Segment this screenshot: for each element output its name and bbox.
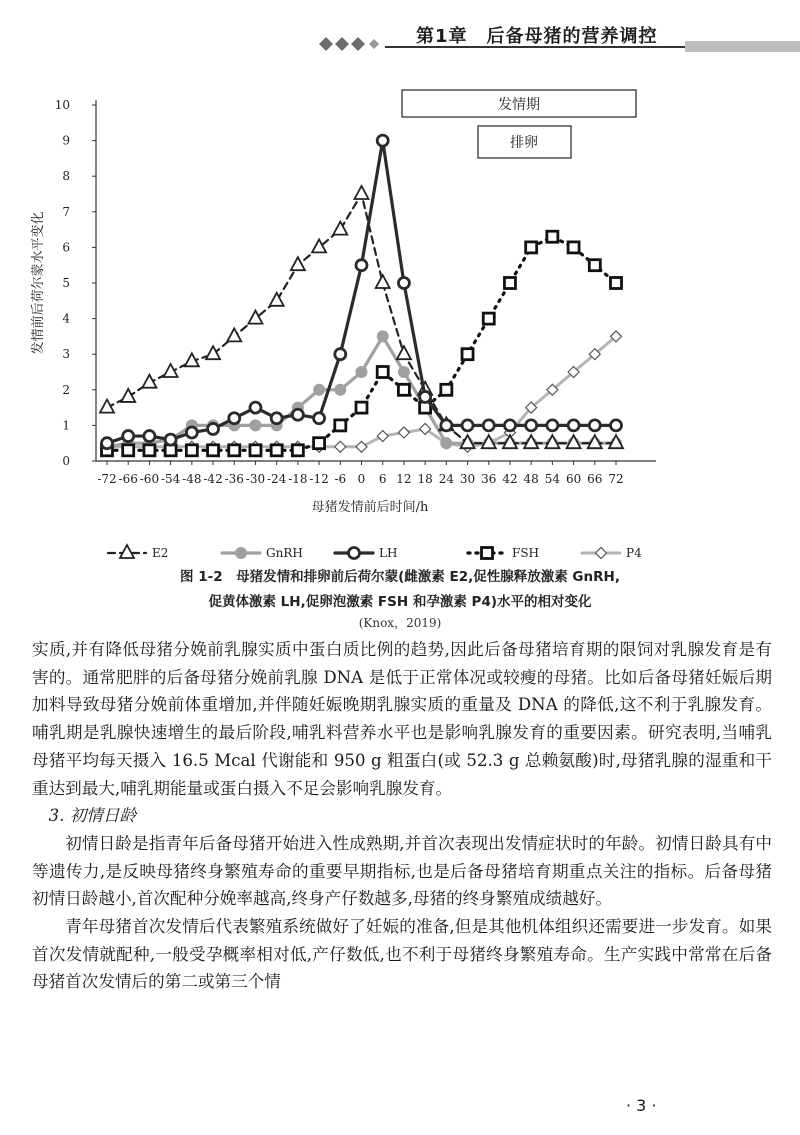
legend-label-p4: P4 (626, 546, 642, 560)
hormone-chart-svg (0, 80, 800, 560)
point-lh (420, 391, 431, 402)
x-tick-label: -42 (203, 472, 223, 486)
point-lh (504, 420, 515, 431)
legend-label-fsh: FSH (512, 546, 540, 560)
point-e2 (121, 389, 135, 402)
point-lh (229, 413, 240, 424)
x-tick-label: 24 (438, 472, 454, 486)
ovulation-label: 排卵 (510, 135, 538, 151)
point-p4 (335, 441, 346, 452)
point-e2 (270, 293, 284, 306)
point-e2 (333, 222, 347, 235)
legend-label-lh: LH (379, 546, 398, 560)
point-lh (526, 420, 537, 431)
x-tick-label: 30 (459, 472, 476, 486)
x-tick-label: 42 (502, 472, 518, 486)
point-lh (123, 431, 134, 442)
x-tick-label: 72 (608, 472, 624, 486)
x-tick-label: 6 (378, 472, 387, 486)
y-tick-label: 0 (62, 454, 70, 468)
point-fsh (526, 242, 537, 253)
point-gnrh (377, 331, 388, 342)
estrus-label: 发情期 (498, 97, 540, 113)
y-tick-label: 2 (62, 382, 70, 397)
x-tick-label: -72 (97, 472, 117, 486)
point-gnrh (335, 384, 346, 395)
point-gnrh (314, 384, 325, 395)
x-tick-label: -60 (139, 472, 160, 486)
paragraph-1: 实质,并有降低母猪分娩前乳腺实质中蛋白质比例的趋势,因此后备母猪培育期的限饲对乳腺发育是有害的。通常肥胖的后备母猪分娩前乳腺 DNA 是低于正常体况或较瘦的母猪。比如后备母猪妊娠后期加料导致母猪分娩前体重增加,并伴随妊娠晚期乳腺实质的重量及 DNA 的降低,这不利于乳腺发育。哺乳期是乳腺快速增生的最后阶段,哺乳料营养水平也是影响乳腺发育的重要因素。研究表明,当哺乳母猪平均每天摄入 16.5 Mcal 代谢能和 950 g 粗蛋白(或 52.3 g 总赖氨酸)时,母猪乳腺的湿重和干重达到最大,哺乳期能量或蛋白摄入不足会影响乳腺发育。 (32, 640, 772, 798)
legend-label-gnrh: GnRH (266, 546, 303, 560)
chapter-title: 第1章 后备母猪的营养调控 (416, 26, 658, 47)
point-lh (568, 420, 579, 431)
series-line-gnrh (107, 336, 616, 446)
point-lh (398, 278, 409, 289)
body-text (32, 636, 772, 996)
legend-marker-e2 (120, 545, 134, 558)
paragraph-2: 初情日龄是指青年后备母猪开始进入性成熟期,并首次表现出发情症状时的年龄。初情日龄具有中等遗传力,是反映母猪终身繁殖寿命的重要早期指标,也是后备母猪培育期重点关注的指标。后备母猪初情日龄越小,首次配种分娩率越高,终身产仔数越多,母猪的终身繁殖成绩越好。 (32, 833, 772, 909)
point-lh (250, 402, 261, 413)
point-fsh (229, 445, 240, 456)
legend-label-e2: E2 (152, 546, 169, 560)
y-tick-label: 3 (62, 347, 70, 362)
point-lh (292, 409, 303, 420)
x-tick-label: -12 (309, 472, 329, 486)
point-lh (441, 420, 452, 431)
point-fsh (356, 402, 367, 413)
point-lh (314, 413, 325, 424)
point-gnrh (441, 438, 452, 449)
point-fsh (271, 445, 282, 456)
point-fsh (568, 242, 579, 253)
point-lh (462, 420, 473, 431)
point-lh (144, 431, 155, 442)
x-tick-label: -54 (160, 472, 181, 486)
legend-marker-p4 (596, 548, 607, 559)
y-axis-label: 发情前后荷尔蒙水平变化 (31, 211, 46, 355)
point-fsh (441, 384, 452, 395)
x-tick-label: -66 (118, 472, 138, 486)
y-tick-label: 1 (62, 418, 70, 433)
figure-caption-line1: 图 1-2 母猪发情和排卵前后荷尔蒙(雌激素 E2,促性腺释放激素 GnRH, (180, 569, 620, 585)
point-fsh (547, 231, 558, 242)
point-lh (208, 423, 219, 434)
point-fsh (377, 367, 388, 378)
point-fsh (144, 445, 155, 456)
page-number: · 3 · (626, 1096, 657, 1115)
header-gray-bar (685, 41, 800, 52)
x-tick-label: 54 (544, 472, 561, 486)
point-fsh (398, 384, 409, 395)
point-gnrh (356, 367, 367, 378)
point-fsh (589, 260, 600, 271)
point-fsh (314, 438, 325, 449)
point-lh (377, 135, 388, 146)
x-tick-label: 66 (587, 472, 603, 486)
x-tick-label: -36 (224, 472, 244, 486)
point-fsh (208, 445, 219, 456)
point-p4 (356, 441, 367, 452)
point-fsh (483, 313, 494, 324)
figure-source: (Knox，2019) (358, 616, 442, 630)
x-tick-label: 60 (565, 472, 582, 486)
figure-caption-line2: 促黄体激素 LH,促卵泡激素 FSH 和孕激素 P4)水平的相对变化 (208, 594, 592, 610)
point-lh (356, 260, 367, 271)
point-e2 (248, 311, 262, 324)
point-fsh (462, 349, 473, 360)
hormone-chart (0, 80, 800, 560)
point-fsh (123, 445, 134, 456)
point-fsh (504, 278, 515, 289)
y-tick-label: 4 (62, 311, 70, 326)
point-fsh (292, 445, 303, 456)
x-tick-label: -48 (182, 472, 202, 486)
point-lh (335, 349, 346, 360)
x-tick-label: -24 (267, 472, 287, 486)
page-header (0, 0, 800, 60)
legend-marker-gnrh (236, 548, 247, 559)
y-tick-label: 9 (62, 133, 70, 148)
point-e2 (312, 239, 326, 252)
y-tick-label: 6 (62, 240, 70, 255)
point-lh (589, 420, 600, 431)
x-tick-label: 36 (481, 472, 497, 486)
point-e2 (291, 257, 305, 270)
header-ornament-icon (318, 36, 382, 52)
x-tick-label: 18 (417, 472, 433, 486)
legend-marker-fsh (482, 548, 493, 559)
point-p4 (377, 431, 388, 442)
x-tick-label: 48 (523, 472, 539, 486)
y-tick-label: 10 (54, 98, 70, 112)
point-e2 (227, 328, 241, 341)
paragraph-3: 青年母猪首次发情后代表繁殖系统做好了妊娠的准备,但是其他机体组织还需要进一步发育。如果首次发情就配种,一般受孕概率相对低,产仔数低,也不利于母猪终身繁殖寿命。生产实践中常常在后备母猪首次发情后的第二或第三个情 (32, 917, 772, 992)
point-e2 (206, 346, 220, 359)
x-tick-label: 12 (396, 472, 412, 486)
x-tick-label: -30 (245, 472, 266, 486)
point-lh (165, 434, 176, 445)
point-e2 (355, 186, 369, 199)
point-lh (186, 427, 197, 438)
legend-marker-lh (349, 548, 360, 559)
point-lh (483, 420, 494, 431)
x-tick-label: -6 (334, 472, 347, 486)
point-lh (611, 420, 622, 431)
point-gnrh (398, 367, 409, 378)
point-e2 (376, 275, 390, 288)
y-tick-label: 8 (62, 169, 70, 184)
point-fsh (335, 420, 346, 431)
point-fsh (250, 445, 261, 456)
point-lh (547, 420, 558, 431)
y-tick-label: 7 (62, 204, 70, 219)
point-gnrh (250, 420, 261, 431)
point-e2 (397, 346, 411, 359)
point-fsh (186, 445, 197, 456)
x-axis-label: 母猪发情前后时间/h (311, 500, 429, 515)
y-tick-label: 5 (62, 276, 70, 290)
point-fsh (611, 278, 622, 289)
point-lh (102, 438, 113, 449)
x-tick-label: -18 (288, 472, 308, 486)
point-lh (271, 413, 282, 424)
x-tick-label: 0 (357, 472, 366, 486)
point-p4 (398, 427, 409, 438)
section-heading: 3. 初情日龄 (48, 806, 137, 826)
